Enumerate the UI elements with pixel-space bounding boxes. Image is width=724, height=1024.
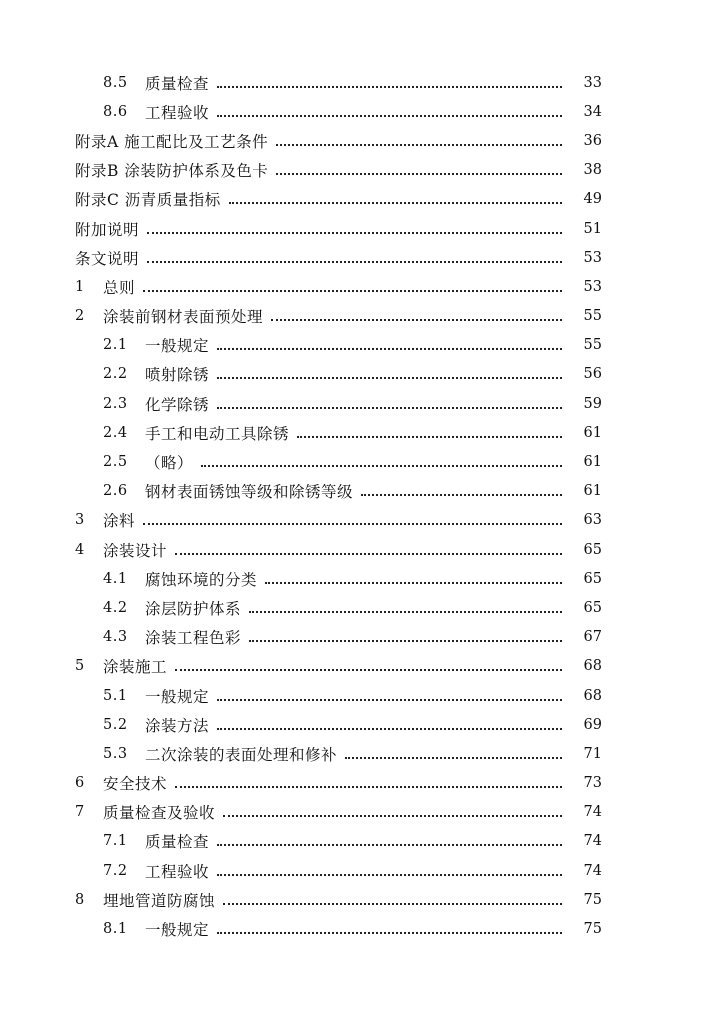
- toc-entry-title: 工程验收: [145, 103, 210, 122]
- toc-entry-title: 一般规定: [145, 921, 210, 940]
- dot-leader: [143, 290, 562, 292]
- toc-entry-page: 36: [583, 132, 602, 149]
- toc-entry-number: 7.2: [103, 862, 128, 879]
- toc-entry-page: 68: [583, 658, 602, 675]
- toc-entry-page: 74: [583, 804, 602, 821]
- dot-leader: [361, 494, 562, 496]
- toc-entry-title: 附加说明: [75, 220, 140, 239]
- table-of-contents: [0, 68, 724, 944]
- toc-entry-number: 5.1: [103, 687, 128, 704]
- toc-entry-number: 1: [75, 278, 85, 295]
- toc-entry: [0, 827, 724, 856]
- toc-entry-page: 69: [583, 716, 602, 733]
- toc-entry-number: 4.2: [103, 599, 128, 616]
- toc-entry-number: 2: [75, 308, 85, 325]
- toc-entry-page: 65: [583, 599, 602, 616]
- toc-entry-title: 腐蚀环境的分类: [145, 570, 258, 589]
- toc-entry-number: 7: [75, 804, 85, 821]
- toc-entry: [0, 506, 724, 535]
- dot-leader: [217, 728, 562, 730]
- toc-entry: [0, 243, 724, 272]
- toc-entry-title: 质量检查及验收: [103, 804, 216, 823]
- toc-entry-title: 一般规定: [145, 687, 210, 706]
- toc-entry-page: 65: [583, 541, 602, 558]
- dot-leader: [265, 582, 562, 584]
- toc-entry: [0, 623, 724, 652]
- dot-leader: [249, 611, 562, 613]
- toc-entry-title: （略）: [145, 454, 194, 473]
- toc-entry-title: 一般规定: [145, 337, 210, 356]
- toc-entry: [0, 914, 724, 943]
- toc-entry-title: 附录B 涂装防护体系及色卡: [75, 162, 269, 181]
- toc-entry-page: 61: [583, 454, 602, 471]
- toc-entry-title: 涂层防护体系: [145, 599, 242, 618]
- dot-leader: [223, 815, 562, 817]
- toc-entry-page: 55: [583, 337, 602, 354]
- dot-leader: [217, 874, 562, 876]
- toc-entry-number: 2.3: [103, 395, 128, 412]
- dot-leader: [175, 786, 562, 788]
- toc-entry: [0, 97, 724, 126]
- dot-leader: [217, 377, 562, 379]
- toc-entry: [0, 710, 724, 739]
- toc-entry-page: 71: [583, 745, 602, 762]
- toc-entry-number: 4.1: [103, 570, 128, 587]
- toc-entry-title: 质量检查: [145, 74, 210, 93]
- toc-entry: [0, 156, 724, 185]
- toc-entry-page: 55: [583, 308, 602, 325]
- toc-entry-title: 涂装方法: [145, 716, 210, 735]
- toc-entry-number: 2.4: [103, 424, 128, 441]
- toc-entry: [0, 564, 724, 593]
- dot-leader: [229, 202, 562, 204]
- toc-entry-page: 53: [583, 278, 602, 295]
- dot-leader: [217, 699, 562, 701]
- toc-entry: [0, 477, 724, 506]
- toc-entry-number: 2.1: [103, 337, 128, 354]
- toc-entry-number: 8.1: [103, 921, 128, 938]
- dot-leader: [175, 553, 562, 555]
- toc-entry: [0, 331, 724, 360]
- toc-entry: [0, 214, 724, 243]
- toc-entry-title: 附录A 施工配比及工艺条件: [75, 132, 269, 151]
- toc-entry-title: 埋地管道防腐蚀: [103, 891, 216, 910]
- toc-entry-number: 4.3: [103, 629, 128, 646]
- toc-entry-number: 2.2: [103, 366, 128, 383]
- toc-entry-number: 8.5: [103, 74, 128, 91]
- dot-leader: [147, 232, 562, 234]
- toc-entry-page: 65: [583, 570, 602, 587]
- toc-entry-page: 61: [583, 424, 602, 441]
- toc-entry-page: 59: [583, 395, 602, 412]
- toc-entry: [0, 535, 724, 564]
- toc-entry: [0, 126, 724, 155]
- toc-entry-number: 2.6: [103, 483, 128, 500]
- toc-entry-page: 38: [583, 162, 602, 179]
- dot-leader: [345, 757, 562, 759]
- toc-entry-page: 67: [583, 629, 602, 646]
- toc-entry-number: 2.5: [103, 454, 128, 471]
- dot-leader: [217, 844, 562, 846]
- toc-entry-page: 34: [583, 103, 602, 120]
- toc-entry: [0, 360, 724, 389]
- toc-entry: [0, 185, 724, 214]
- toc-entry: [0, 418, 724, 447]
- toc-entry-page: 75: [583, 891, 602, 908]
- toc-entry: [0, 389, 724, 418]
- toc-entry-title: 条文说明: [75, 249, 140, 268]
- toc-entry-page: 56: [583, 366, 602, 383]
- toc-entry: [0, 593, 724, 622]
- toc-entry-title: 涂料: [103, 512, 136, 531]
- toc-entry-number: 4: [75, 541, 85, 558]
- toc-entry-page: 75: [583, 921, 602, 938]
- toc-entry-title: 涂装工程色彩: [145, 629, 242, 648]
- toc-entry-title: 涂装设计: [103, 541, 168, 560]
- toc-entry-title: 喷射除锈: [145, 366, 210, 385]
- toc-entry-page: 53: [583, 249, 602, 266]
- dot-leader: [223, 903, 562, 905]
- toc-entry-number: 3: [75, 512, 85, 529]
- toc-entry-number: 6: [75, 775, 85, 792]
- toc-entry-title: 化学除锈: [145, 395, 210, 414]
- dot-leader: [143, 523, 562, 525]
- dot-leader: [276, 173, 562, 175]
- toc-entry: [0, 885, 724, 914]
- toc-entry: [0, 739, 724, 768]
- toc-entry-number: 8: [75, 891, 85, 908]
- dot-leader: [217, 86, 562, 88]
- toc-entry-page: 68: [583, 687, 602, 704]
- dot-leader: [271, 319, 562, 321]
- toc-entry-title: 工程验收: [145, 862, 210, 881]
- toc-entry-number: 5.2: [103, 716, 128, 733]
- toc-entry-page: 33: [583, 74, 602, 91]
- toc-entry: [0, 68, 724, 97]
- toc-entry: [0, 302, 724, 331]
- dot-leader: [147, 261, 562, 263]
- toc-entry: [0, 681, 724, 710]
- toc-entry-number: 7.1: [103, 833, 128, 850]
- toc-entry-number: 5: [75, 658, 85, 675]
- toc-entry-number: 5.3: [103, 745, 128, 762]
- toc-entry-title: 质量检查: [145, 833, 210, 852]
- toc-entry-title: 二次涂装的表面处理和修补: [145, 745, 338, 764]
- dot-leader: [276, 144, 562, 146]
- toc-entry: [0, 798, 724, 827]
- toc-entry-page: 63: [583, 512, 602, 529]
- dot-leader: [175, 669, 562, 671]
- toc-entry: [0, 272, 724, 301]
- toc-entry-title: 附录C 沥青质量指标: [75, 191, 221, 210]
- dot-leader: [217, 115, 562, 117]
- toc-entry-title: 钢材表面锈蚀等级和除锈等级: [145, 483, 354, 502]
- dot-leader: [249, 640, 562, 642]
- toc-entry: [0, 856, 724, 885]
- toc-entry-title: 涂装前钢材表面预处理: [103, 308, 264, 327]
- toc-entry-page: 61: [583, 483, 602, 500]
- dot-leader: [297, 436, 562, 438]
- toc-entry-title: 安全技术: [103, 775, 168, 794]
- toc-entry-title: 手工和电动工具除锈: [145, 424, 290, 443]
- toc-entry-page: 49: [583, 191, 602, 208]
- toc-entry-page: 51: [583, 220, 602, 237]
- dot-leader: [201, 465, 562, 467]
- toc-entry-page: 74: [583, 833, 602, 850]
- toc-entry-page: 73: [583, 775, 602, 792]
- toc-entry-title: 总则: [103, 278, 136, 297]
- toc-entry: [0, 447, 724, 476]
- dot-leader: [217, 407, 562, 409]
- toc-entry-title: 涂装施工: [103, 658, 168, 677]
- toc-entry: [0, 769, 724, 798]
- toc-entry-number: 8.6: [103, 103, 128, 120]
- dot-leader: [217, 932, 562, 934]
- toc-entry: [0, 652, 724, 681]
- toc-entry-page: 74: [583, 862, 602, 879]
- dot-leader: [217, 348, 562, 350]
